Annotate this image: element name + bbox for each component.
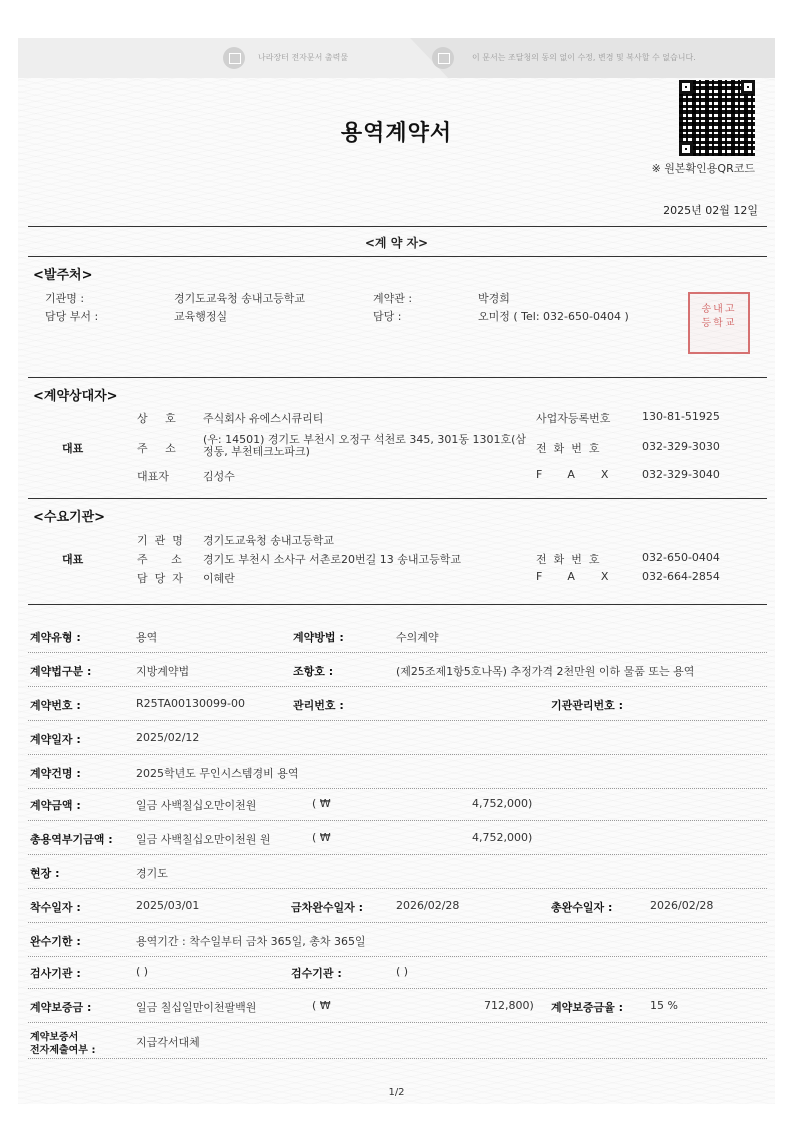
contract-no-label: 계약번호 : [30, 699, 81, 712]
demand-manager-value: 이혜란 [203, 572, 235, 585]
contractor-fax-value: 032-329-3040 [642, 468, 720, 481]
demand-phone-value: 032-650-0404 [642, 551, 720, 564]
page-title: 용역계약서 [340, 121, 453, 146]
manager-value: 오미정 ( Tel: 032-650-0404 ) [478, 310, 629, 323]
contractor-address-value: (우: 14501) 경기도 부천시 오정구 석천로 345, 301동 1301호(삼정동, 부천테크노파크) [203, 433, 527, 458]
guarantee-label-line2: 전자제출여부 : [30, 1045, 96, 1056]
contract-type-value: 용역 [136, 631, 158, 644]
demand-address-value: 경기도 부천시 소사구 서촌로20번길 13 송내고등학교 [203, 553, 461, 566]
partial-completion-value: 2026/02/28 [396, 899, 460, 912]
demand-fax-value: 032-664-2854 [642, 570, 720, 583]
total-amount-words: 일금 사백칠십오만이천원 원 [136, 833, 271, 846]
contract-amount-number: 4,752,000) [472, 797, 533, 810]
contractor-fax-label: FAX [536, 468, 635, 481]
contractor-rep-value: 김성수 [203, 470, 235, 483]
deposit-number: 712,800) [484, 999, 534, 1012]
contractor-section-title: <계약상대자> [33, 389, 118, 404]
page-number: 1/2 [388, 1087, 405, 1098]
contractor-phone-label: 전화번호 [536, 442, 607, 455]
officer-value: 박경희 [478, 292, 510, 305]
final-completion-label: 총완수일자 : [551, 901, 613, 914]
contract-amount-label: 계약금액 : [30, 799, 81, 812]
start-date-value: 2025/03/01 [136, 899, 200, 912]
guarantee-label-line1: 계약보증서 [30, 1032, 79, 1043]
site-value: 경기도 [136, 867, 168, 880]
deposit-currency: ( ₩ [312, 999, 331, 1012]
demand-agency-label: 기관명 [137, 534, 190, 547]
demand-section-title: <수요기관> [33, 510, 106, 525]
contract-method-label: 계약방법 : [293, 631, 344, 644]
demand-phone-label: 전화번호 [536, 553, 607, 566]
total-amount-label: 총용역부기금액 : [30, 833, 113, 846]
deposit-label: 계약보증금 : [30, 1001, 92, 1014]
bizno-label: 사업자등록번호 [536, 412, 611, 425]
dept-value: 교육행정실 [174, 310, 228, 323]
divider [28, 604, 767, 605]
contract-law-label: 계약법구분 : [30, 665, 92, 678]
deadline-label: 완수기한 : [30, 935, 81, 948]
clause-label: 조항호 : [293, 665, 334, 678]
print-banner [18, 38, 775, 78]
contract-date-value: 2025/02/12 [136, 731, 200, 744]
qr-code [679, 80, 755, 156]
contract-no-value: R25TA00130099-00 [136, 697, 245, 710]
official-seal-stamp: 송내고 등학교 [688, 292, 750, 354]
contractor-rep-label: 대표자 [137, 470, 169, 483]
printer-icon [432, 47, 454, 69]
contractor-phone-value: 032-329-3030 [642, 440, 720, 453]
banner-left-text: 나라장터 전자문서 출력물 [258, 53, 349, 62]
officer-label: 계약관 : [373, 292, 413, 305]
demand-role: 대표 [62, 553, 84, 566]
contract-name-label: 계약건명 : [30, 767, 81, 780]
contractor-name-value: 주식회사 유에스시큐리티 [203, 412, 324, 425]
deadline-value: 용역기간 : 착수일부터 금차 365일, 총차 365일 [136, 935, 366, 948]
final-completion-value: 2026/02/28 [650, 899, 714, 912]
contract-type-label: 계약유형 : [30, 631, 81, 644]
manager-label: 담당 : [373, 310, 402, 323]
agency-mgmt-no-label: 기관관리번호 : [551, 699, 623, 712]
contractor-role: 대표 [62, 442, 84, 455]
clause-value: (제25조제1항5호나목) 추정가격 2천만원 이하 물품 또는 용역 [396, 665, 695, 678]
mgmt-no-label: 관리번호 : [293, 699, 344, 712]
dept-label: 담당 부서 : [45, 310, 99, 323]
acceptance-agency-value: ( ) [396, 965, 409, 978]
contractor-address-label: 주 소 [137, 442, 183, 455]
divider [28, 226, 767, 227]
contract-date-header: 2025년 02월 12일 [663, 204, 758, 217]
total-amount-currency: ( ₩ [312, 831, 331, 844]
acceptance-agency-label: 검수기관 : [291, 967, 342, 980]
parties-header: <계 약 자> [364, 236, 429, 250]
contract-method-value: 수의계약 [396, 631, 439, 644]
bizno-value: 130-81-51925 [642, 410, 720, 423]
divider [28, 498, 767, 499]
contract-date-label: 계약일자 : [30, 733, 81, 746]
partial-completion-label: 금차완수일자 : [291, 901, 363, 914]
contract-law-value: 지방계약법 [136, 665, 190, 678]
agency-label: 기관명 : [45, 292, 85, 305]
deposit-words: 일금 칠십일만이천팔백원 [136, 1001, 257, 1014]
contractor-name-label: 상 호 [137, 412, 183, 425]
divider [28, 256, 767, 257]
start-date-label: 착수일자 : [30, 901, 81, 914]
banner-right-text: 이 문서는 조달청의 동의 없이 수정, 변경 및 복사할 수 없습니다. [472, 53, 696, 62]
total-amount-number: 4,752,000) [472, 831, 533, 844]
inspection-agency-value: ( ) [136, 965, 149, 978]
site-label: 현장 : [30, 867, 60, 880]
contract-amount-words: 일금 사백칠십오만이천원 [136, 799, 257, 812]
inspection-agency-label: 검사기관 : [30, 967, 81, 980]
agency-value: 경기도교육청 송내고등학교 [174, 292, 306, 305]
document-icon [223, 47, 245, 69]
deposit-rate-label: 계약보증금율 : [551, 1001, 623, 1014]
demand-agency-value: 경기도교육청 송내고등학교 [203, 534, 335, 547]
demand-fax-label: FAX [536, 570, 635, 583]
demand-address-label: 주 소 [137, 553, 192, 566]
contract-amount-currency: ( ₩ [312, 797, 331, 810]
demand-manager-label: 담당자 [137, 572, 190, 585]
ordering-section-title: <발주처> [33, 268, 93, 283]
divider [28, 377, 767, 378]
qr-caption: ※ 원본확인용QR코드 [651, 162, 755, 175]
contract-name-value: 2025학년도 무인시스템경비 용역 [136, 767, 299, 780]
deposit-rate-value: 15 % [650, 999, 678, 1012]
guarantee-value: 지급각서대체 [136, 1036, 200, 1049]
